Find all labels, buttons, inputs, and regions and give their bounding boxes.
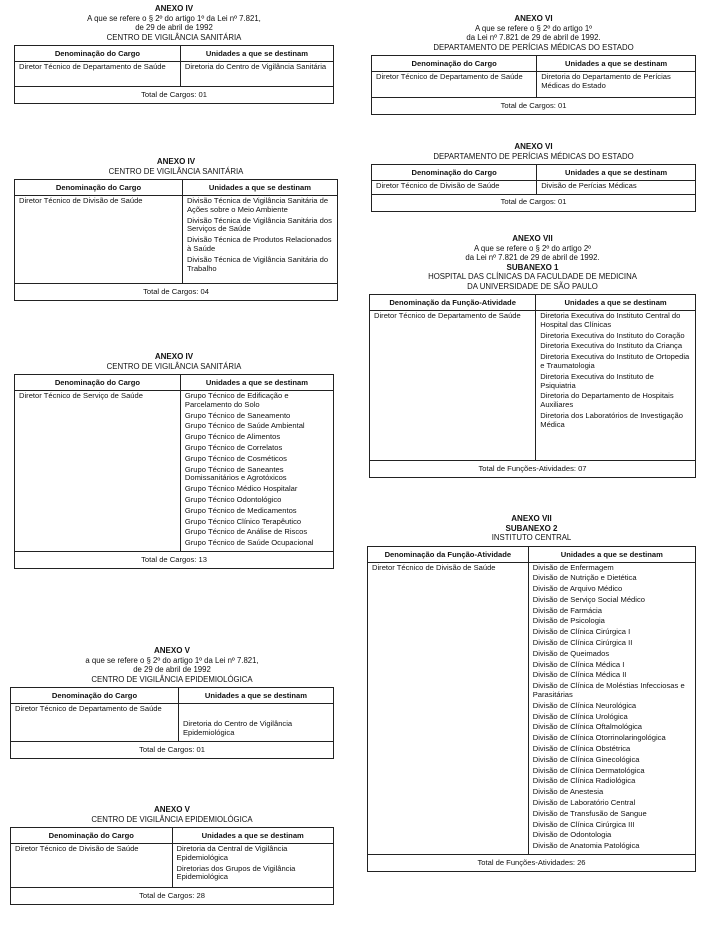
column-header: Unidades a que se destinam — [537, 165, 696, 181]
unidades-cell — [182, 196, 337, 284]
cargo-cell: Diretor Técnico de Departamento de Saúde — [370, 311, 536, 461]
total-row: Total de Cargos: 13 — [15, 551, 334, 568]
unidade-item: Divisão de Farmácia — [532, 605, 602, 615]
unidade-item: Divisão de Clínica Médica II — [532, 670, 627, 680]
heading-line: da Lei nº 7.821 de 29 de abril de 1992. — [465, 253, 600, 262]
unidade-item: Divisão de Anatomia Patológica — [532, 841, 640, 851]
heading-line: ANEXO VI — [514, 142, 553, 151]
column-header: Denominação do Cargo — [372, 165, 537, 181]
anexo-block — [14, 157, 338, 301]
unidade-item: Divisão de Clínica de Moléstias Infecciosas e Parasitárias — [532, 681, 685, 700]
unidade-item: Grupo Técnico de Cosméticos — [184, 453, 287, 463]
cargo-table — [367, 546, 696, 873]
column-header: Unidades a que se destinam — [172, 828, 334, 844]
heading-line: CENTRO DE VIGILÂNCIA EPIDEMIOLÓGICA — [91, 674, 253, 684]
unidade-item: Divisão de Laboratório Central — [532, 798, 636, 808]
unidades-cell — [180, 62, 333, 87]
column-header: Denominação do Cargo — [11, 828, 173, 844]
total-row: Total de Cargos: 04 — [15, 284, 338, 301]
cargo-cell: Diretor Técnico de Departamento de Saúde — [15, 62, 181, 87]
unidade-item: Grupo Técnico de Saneamento — [184, 410, 291, 420]
cargo-cell: Diretor Técnico de Divisão de Saúde — [11, 844, 173, 888]
heading-line: INSTITUTO CENTRAL — [491, 533, 572, 542]
heading-line: ANEXO VII — [511, 514, 552, 523]
unidade-item: Divisão de Clínica Oftalmológica — [532, 722, 643, 732]
cargo-table — [14, 45, 334, 104]
column-header: Unidades a que se destinam — [180, 375, 333, 391]
unidade-item: Diretorias dos Grupos de Vigilância Epidemiológica — [176, 863, 296, 882]
unidade-item: Divisão de Serviço Social Médico — [532, 594, 645, 604]
heading-line: a que se refere o § 2º do artigo 1º da Lei nº 7.821, — [85, 655, 259, 665]
unidade-item: Grupo Técnico de Correlatos — [184, 442, 283, 452]
unidades-cell — [536, 311, 696, 461]
unidade-item: Grupo Técnico de Saúde Ambiental — [184, 421, 305, 431]
heading-line: da Lei nº 7.821 de 29 de abril de 1992. — [466, 33, 601, 42]
anexo-block — [367, 514, 696, 872]
heading-line: ANEXO VII — [512, 234, 553, 243]
unidade-item: Diretoria Executiva do Instituto Central do Hospital das Clínicas — [540, 311, 681, 329]
unidade-item: Divisão de Clínica Ginecológica — [532, 754, 640, 764]
unidade-item: Divisão de Psicologia — [532, 616, 605, 626]
cargo-cell: Diretor Técnico de Divisão de Saúde — [15, 196, 183, 284]
column-header: Denominação da Função-Atividade — [368, 546, 529, 562]
column-header: Unidades a que se destinam — [528, 546, 695, 562]
cargo-table — [10, 827, 334, 905]
heading-line: ANEXO IV — [156, 157, 196, 166]
block-header — [367, 514, 696, 543]
heading-line: DA UNIVERSIDADE DE SÃO PAULO — [467, 281, 598, 291]
heading-line: CENTRO DE VIGILÂNCIA SANITÁRIA — [108, 166, 244, 176]
unidade-item: Divisão de Clínica Urológica — [532, 711, 628, 721]
heading-line: HOSPITAL DAS CLÍNICAS DA FACULDADE DE MEDICINA — [428, 272, 637, 281]
heading-line: A que se refere o § 2º do artigo 1º da Lei nº 7.821, — [87, 13, 261, 23]
heading-line: CENTRO DE VIGILÂNCIA SANITÁRIA — [106, 32, 242, 42]
heading-line: ANEXO VI — [514, 14, 553, 23]
column-header: Unidades a que se destinam — [536, 295, 696, 311]
anexo-block — [10, 805, 334, 905]
heading-line: ANEXO IV — [154, 4, 194, 13]
unidade-item: Grupo Técnico de Análise de Riscos — [184, 527, 308, 537]
unidade-item: Grupo Técnico de Saúde Ocupacional — [184, 538, 314, 548]
unidade-item: Divisão de Clínica Obstétrica — [532, 744, 631, 754]
unidades-cell — [537, 181, 696, 195]
unidade-item: Grupo Técnico Odontológico — [184, 494, 282, 504]
unidade-item: Divisão de Clínica Dermatológica — [532, 765, 645, 775]
unidades-cell — [528, 562, 695, 855]
column-header: Denominação do Cargo — [15, 46, 181, 62]
cargo-table — [14, 179, 338, 301]
unidade-item: Diretoria do Departamento de Perícias Médicas do Estado — [541, 72, 671, 90]
unidade-item: Divisão Técnica de Produtos Relacionados à Saúde — [186, 235, 332, 253]
heading-line: CENTRO DE VIGILÂNCIA EPIDEMIOLÓGICA — [91, 814, 253, 824]
unidade-item: Grupo Técnico de Medicamentos — [184, 505, 297, 515]
unidade-item: Grupo Técnico de Saneantes Domissanitários e Agrotóxicos — [184, 464, 287, 483]
heading-line: de 29 de abril de 1992 — [133, 665, 211, 674]
unidade-item: Grupo Técnico Médico Hospitalar — [184, 484, 298, 494]
heading-line: ANEXO V — [153, 805, 190, 814]
unidades-cell — [172, 844, 334, 888]
total-row: Total de Cargos: 01 — [372, 98, 696, 115]
total-row: Total de Cargos: 01 — [372, 194, 696, 211]
unidade-item: Divisão de Clínica Radiológica — [532, 776, 636, 786]
column-header: Unidades a que se destinam — [182, 180, 337, 196]
unidade-item: Divisão de Arquivo Médico — [532, 584, 623, 594]
column-header: Denominação do Cargo — [15, 180, 183, 196]
block-header — [14, 4, 334, 42]
unidade-item: Diretoria do Centro de Vigilância Epidemiológica — [182, 719, 293, 738]
block-header — [10, 805, 334, 824]
heading-line: SUBANEXO 1 — [506, 262, 559, 272]
total-row: Total de Cargos: 01 — [11, 742, 334, 759]
column-header: Unidades a que se destinam — [180, 46, 333, 62]
block-header — [14, 157, 338, 176]
heading-line: ANEXO V — [153, 646, 190, 655]
unidade-item: Divisão de Queimados — [532, 648, 610, 658]
cargo-table — [369, 294, 696, 478]
heading-line: ANEXO IV — [154, 352, 194, 361]
anexo-block — [369, 234, 696, 478]
unidades-cell — [537, 72, 696, 98]
unidade-item: Divisão Técnica de Vigilância Sanitária do Trabalho — [186, 254, 329, 273]
unidade-item: Grupo Técnico de Alimentos — [184, 432, 281, 442]
unidade-item: Divisão de Clínica Cirúrgica II — [532, 638, 633, 648]
unidade-item: Divisão de Clínica Otorrinolaringológica — [532, 733, 666, 743]
anexo-block — [371, 142, 696, 212]
anexo-block — [10, 646, 334, 759]
unidade-item: Divisão de Clínica Cirúrgica I — [532, 627, 631, 637]
unidade-item: Divisão de Clínica Neurológica — [532, 700, 637, 710]
cargo-table — [371, 164, 696, 212]
heading-line: SUBANEXO 2 — [505, 523, 558, 533]
total-row: Total de Cargos: 28 — [11, 888, 334, 905]
block-header — [371, 142, 696, 161]
unidade-item: Diretoria Executiva do Instituto de Ortopedia e Traumatologia — [540, 352, 690, 370]
column-header: Denominação da Função-Atividade — [370, 295, 536, 311]
unidade-item: Diretoria Executiva do Instituto do Coração — [540, 330, 685, 340]
unidade-item: Divisão de Anestesia — [532, 787, 604, 797]
unidade-item: Diretoria do Centro de Vigilância Sanitária — [184, 62, 327, 71]
cargo-table — [371, 55, 696, 115]
cargo-table — [10, 687, 334, 759]
unidade-item: Divisão de Odontologia — [532, 830, 612, 840]
cargo-cell: Diretor Técnico de Divisão de Saúde — [368, 562, 529, 855]
unidade-item: Diretoria Executiva do Instituto de Psiquiatria — [540, 371, 654, 390]
unidade-item: Diretoria da Central de Vigilância Epidemiológica — [176, 844, 288, 862]
unidade-item: Divisão Técnica de Vigilância Sanitária de Ações sobre o Meio Ambiente — [186, 196, 329, 214]
unidade-item: Divisão de Clínica Médica I — [532, 659, 625, 669]
anexo-block — [371, 14, 696, 115]
block-header — [10, 646, 334, 684]
column-header: Unidades a que se destinam — [178, 688, 333, 704]
cargo-table — [14, 374, 334, 569]
column-header: Denominação do Cargo — [15, 375, 181, 391]
total-row: Total de Funções-Atividades: 07 — [370, 461, 696, 478]
unidade-item: Divisão de Nutrição e Dietética — [532, 573, 637, 583]
total-row: Total de Cargos: 01 — [15, 87, 334, 104]
unidade-item: Diretoria dos Laboratórios de Investigação Médica — [540, 410, 683, 429]
heading-line: CENTRO DE VIGILÂNCIA SANITÁRIA — [106, 361, 242, 371]
column-header: Unidades a que se destinam — [537, 56, 696, 72]
unidade-item: Divisão de Enfermagem — [532, 562, 614, 572]
total-row: Total de Funções-Atividades: 26 — [368, 855, 696, 872]
unidade-item: Divisão de Clínica Cirúrgica III — [532, 819, 635, 829]
unidade-item: Divisão de Transfusão de Sangue — [532, 808, 647, 818]
unidade-item: Grupo Técnico de Edificação e Parcelamento do Solo — [184, 391, 289, 409]
column-header: Denominação do Cargo — [11, 688, 179, 704]
unidade-item: Diretoria Executiva do Instituto da Criança — [540, 341, 683, 351]
block-header — [371, 14, 696, 52]
heading-line: DEPARTAMENTO DE PERÍCIAS MÉDICAS DO ESTADO — [433, 42, 634, 52]
cargo-cell: Diretor Técnico de Divisão de Saúde — [372, 181, 537, 195]
anexo-block — [14, 352, 334, 569]
block-header — [369, 234, 696, 291]
unidades-cell — [180, 391, 333, 552]
unidade-item: Grupo Técnico Clínico Terapêutico — [184, 516, 302, 526]
heading-line: A que se refere o § 2º do artigo 2º — [473, 243, 592, 253]
unidade-item: Divisão de Perícias Médicas — [541, 181, 637, 190]
anexo-block — [14, 4, 334, 104]
heading-line: DEPARTAMENTO DE PERÍCIAS MÉDICAS DO ESTADO — [433, 151, 634, 161]
cargo-cell: Diretor Técnico de Departamento de Saúde — [372, 72, 537, 98]
unidades-cell — [178, 704, 333, 742]
heading-line: de 29 de abril de 1992 — [135, 23, 213, 32]
block-header — [14, 352, 334, 371]
cargo-cell: Diretor Técnico de Serviço de Saúde — [15, 391, 181, 552]
column-header: Denominação do Cargo — [372, 56, 537, 72]
heading-line: A que se refere o § 2º do artigo 1º — [474, 23, 593, 33]
cargo-cell: Diretor Técnico de Departamento de Saúde — [11, 704, 179, 742]
unidade-item: Divisão Técnica de Vigilância Sanitária dos Serviços de Saúde — [186, 215, 332, 234]
unidade-item: Diretoria do Departamento de Hospitais Auxiliares — [540, 391, 674, 410]
